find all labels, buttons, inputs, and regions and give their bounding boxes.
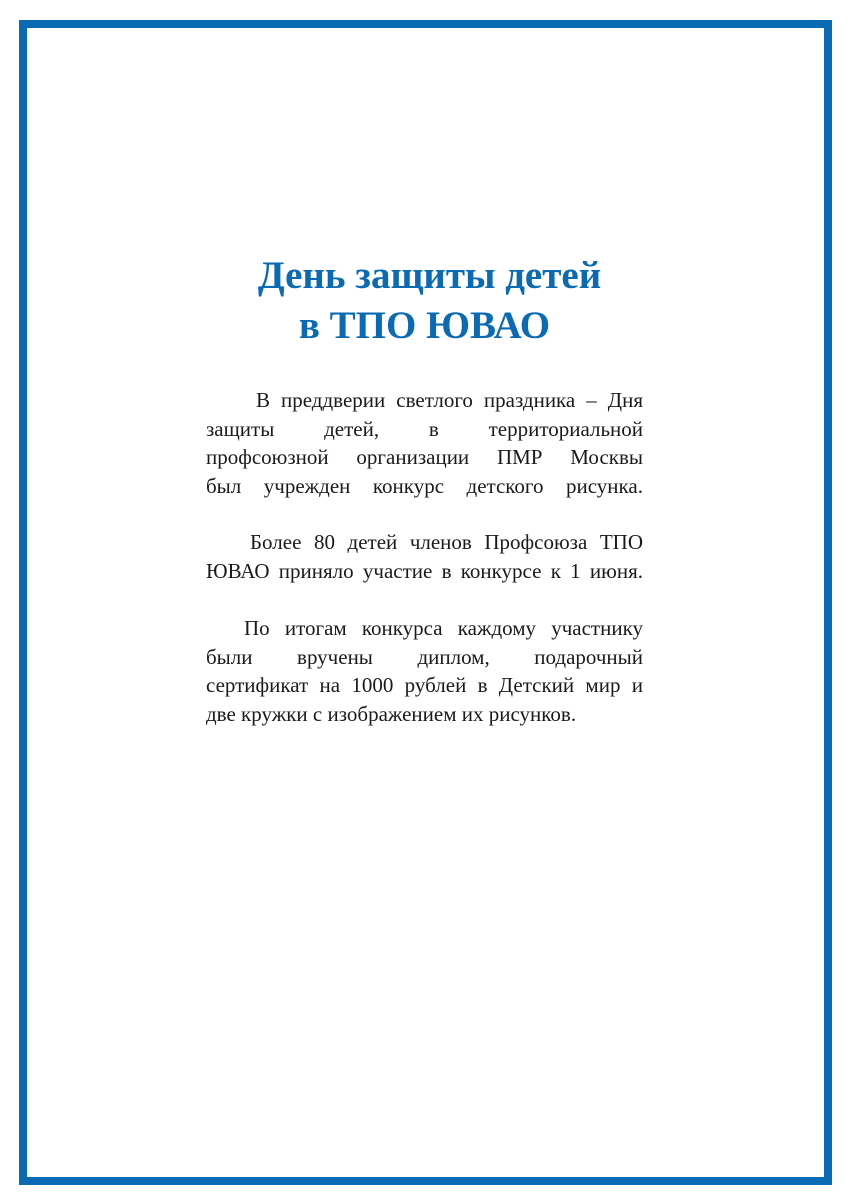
paragraph-line: ЮВАО приняло участие в конкурсе к 1 июня. xyxy=(206,558,643,583)
paragraph-line: профсоюзной организации ПМР Москвы xyxy=(206,445,643,469)
paragraph-line: защиты детей, в территориальной xyxy=(206,416,643,441)
paragraph-line: В преддверии светлого праздника – Дня xyxy=(256,388,643,412)
paragraph-line: Более 80 детей членов Профсоюза ТПО xyxy=(250,530,643,554)
paragraph-line: сертификат на 1000 рублей в Детский мир и xyxy=(206,673,643,697)
paragraph-line: был учрежден конкурс детского рисунка. xyxy=(206,473,643,498)
paragraph-2 xyxy=(206,528,643,585)
page-title-line-2: в ТПО ЮВАО xyxy=(298,304,551,347)
paragraph-line: были вручены диплом, подарочный xyxy=(206,644,643,669)
paragraph-line: две кружки с изображением их рисунков. xyxy=(206,701,577,726)
paragraph-1 xyxy=(206,386,643,500)
page-title-line-1: День защиты детей xyxy=(257,254,602,297)
page-border-frame xyxy=(19,20,832,1185)
paragraph-line: По итогам конкурса каждому участнику xyxy=(244,616,643,640)
paragraph-3 xyxy=(206,614,643,728)
